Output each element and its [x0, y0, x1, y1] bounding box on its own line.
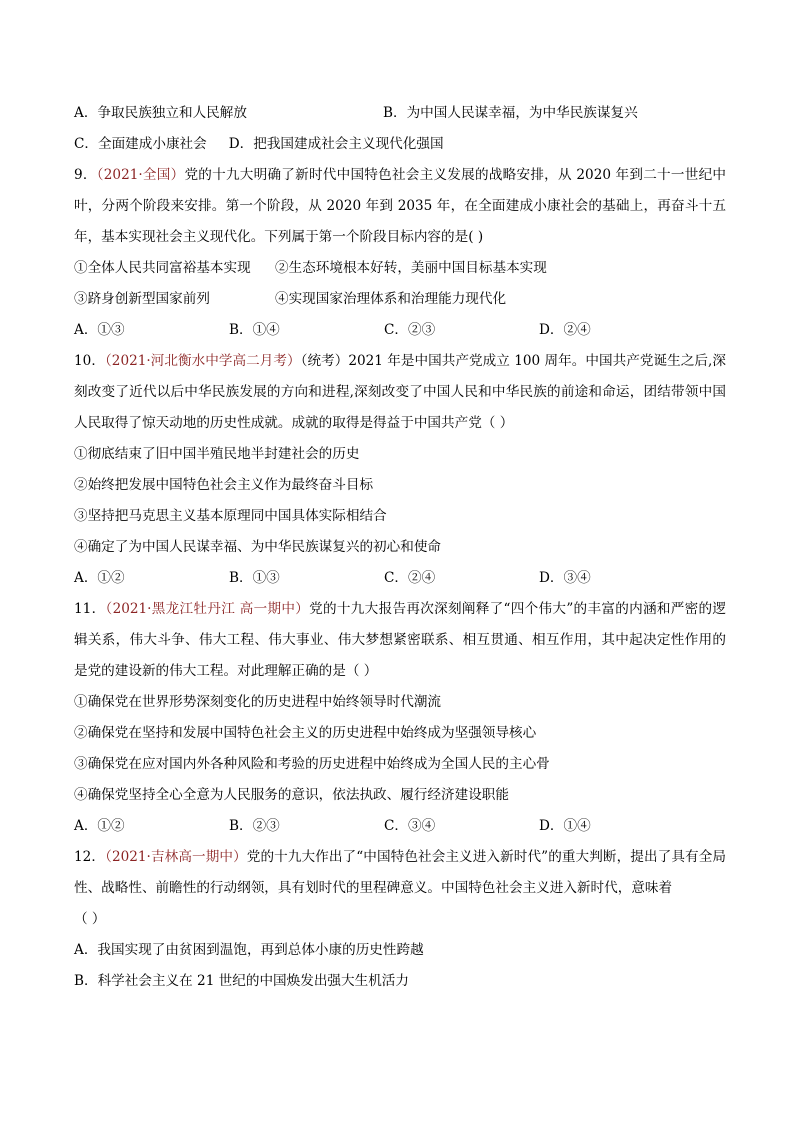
q9-number: 9． — [74, 167, 97, 183]
q12-stem-text: 党的十九大作出了“中国特色社会主义进入新时代”的重大判断，提出了具有全局性、战略性、前瞻性的行动纲领，具有划时代的里程碑意义。中国特色社会主义进入新时代，意味着 — [74, 849, 726, 896]
q10-choices — [74, 563, 726, 594]
q11-stem-text: 党的十九大报告再次深刻阐释了“四个伟大”的丰富的内涵和严密的逻辑关系，伟大斗争、伟大工程、伟大事业、伟大梦想紧密联系、相互贯通、相互作用，其中起决定性作用的是党的建设新的伟大工程。对此理解正确的是（ ） — [74, 601, 726, 679]
q9-stem — [74, 160, 726, 253]
q9-item-2: ②生态环境根本好转，美丽中国目标基本实现 — [275, 260, 547, 276]
exam-page — [74, 98, 726, 997]
q10-item-2: ②始终把发展中国特色社会主义作为最终奋斗目标 — [74, 477, 374, 493]
q8-option-b: B．为中国人民谋幸福，为中华民族谋复兴 — [383, 105, 638, 121]
q10-source: （2021·河北衡水中学高二月考） — [104, 353, 301, 369]
q11-source: （2021·黑龙江牡丹江 高一期中） — [105, 601, 310, 617]
q10-choice-b: B．①③ — [229, 570, 280, 586]
q8-option-c: C．全面建成小康社会 — [74, 136, 207, 152]
q10-item-1: ①彻底结束了旧中国半殖民地半封建社会的历史 — [74, 446, 360, 462]
q11-choice-d: D．①④ — [539, 818, 591, 834]
q11-choice-c: C．③④ — [384, 818, 436, 834]
q9-choice-b: B．①④ — [229, 322, 280, 338]
q8-option-d: D．把我国建成社会主义现代化强国 — [228, 136, 444, 152]
q9-item-3: ③跻身创新型国家前列 — [74, 291, 210, 307]
q12-number: 12． — [74, 849, 106, 865]
q9-choice-a: A．①③ — [74, 322, 125, 338]
q9-item-1: ①全体人民共同富裕基本实现 — [74, 260, 251, 276]
q10-item-3: ③坚持把马克思主义基本原理同中国具体实际相结合 — [74, 508, 387, 524]
q11-stem — [74, 594, 726, 687]
q10-item-4: ④确定了为中国人民谋幸福、为中华民族谋复兴的初心和使命 — [74, 539, 442, 555]
q9-item-4: ④实现国家治理体系和治理能力现代化 — [275, 291, 507, 307]
q8-options-row-2 — [74, 129, 726, 160]
q11-choice-a: A．①② — [74, 818, 125, 834]
q10-stem-text: （统考）2021 年是中国共产党成立 100 周年。中国共产党诞生之后,深刻改变了近代以后中华民族发展的方向和进程,深刻改变了中国人民和中华民族的前途和命运，团结带领中国人民取得了惊天动地的历史性成就。成就的取得是得益于中国共产党（ ） — [74, 353, 726, 431]
q9-stem-text: 党的十九大明确了新时代中国特色社会主义发展的战略安排，从 2020 年到二十一世纪中叶，分两个阶段来安排。第一个阶段，从 2020 年到 2035 年，在全面建成小康社会的基础上，再奋斗十五年，基本实现社会主义现代化。下列属于第一个阶段目标内容的是( ) — [74, 167, 726, 245]
q10-number: 10． — [74, 353, 105, 369]
q12-stem — [74, 842, 726, 904]
q9-choice-c: C．②③ — [384, 322, 436, 338]
q9-choice-d: D．②④ — [539, 322, 591, 338]
q10-choice-c: C．②④ — [384, 570, 436, 586]
q11-item-4: ④确保党坚持全心全意为人民服务的意识，依法执政、履行经济建设职能 — [74, 787, 509, 803]
q11-choices — [74, 811, 726, 842]
q12-source: （2021·吉林高一期中） — [105, 849, 247, 865]
q12-answer-blank: （ ） — [74, 911, 106, 927]
q11-item-1: ①确保党在世界形势深刻变化的历史进程中始终领导时代潮流 — [74, 694, 442, 710]
q10-choice-d: D．③④ — [539, 570, 591, 586]
q12-option-a: A．我国实现了由贫困到温饱，再到总体小康的历史性跨越 — [74, 942, 424, 958]
q9-items-row-1 — [74, 253, 726, 284]
q8-options-row-1 — [74, 98, 726, 129]
q8-option-a: A．争取民族独立和人民解放 — [74, 105, 247, 121]
q9-items-row-2 — [74, 284, 726, 315]
q10-stem — [74, 346, 726, 439]
q11-choice-b: B．②③ — [229, 818, 280, 834]
q12-option-b: B．科学社会主义在 21 世纪的中国焕发出强大生机活力 — [74, 973, 409, 989]
q9-choices — [74, 315, 726, 346]
q11-item-2: ②确保党在坚持和发展中国特色社会主义的历史进程中始终成为坚强领导核心 — [74, 725, 537, 741]
q10-choice-a: A．①② — [74, 570, 125, 586]
q11-item-3: ③确保党在应对国内外各种风险和考验的历史进程中始终成为全国人民的主心骨 — [74, 756, 550, 772]
q9-source: （2021·全国） — [96, 167, 185, 183]
q11-number: 11． — [74, 601, 106, 617]
